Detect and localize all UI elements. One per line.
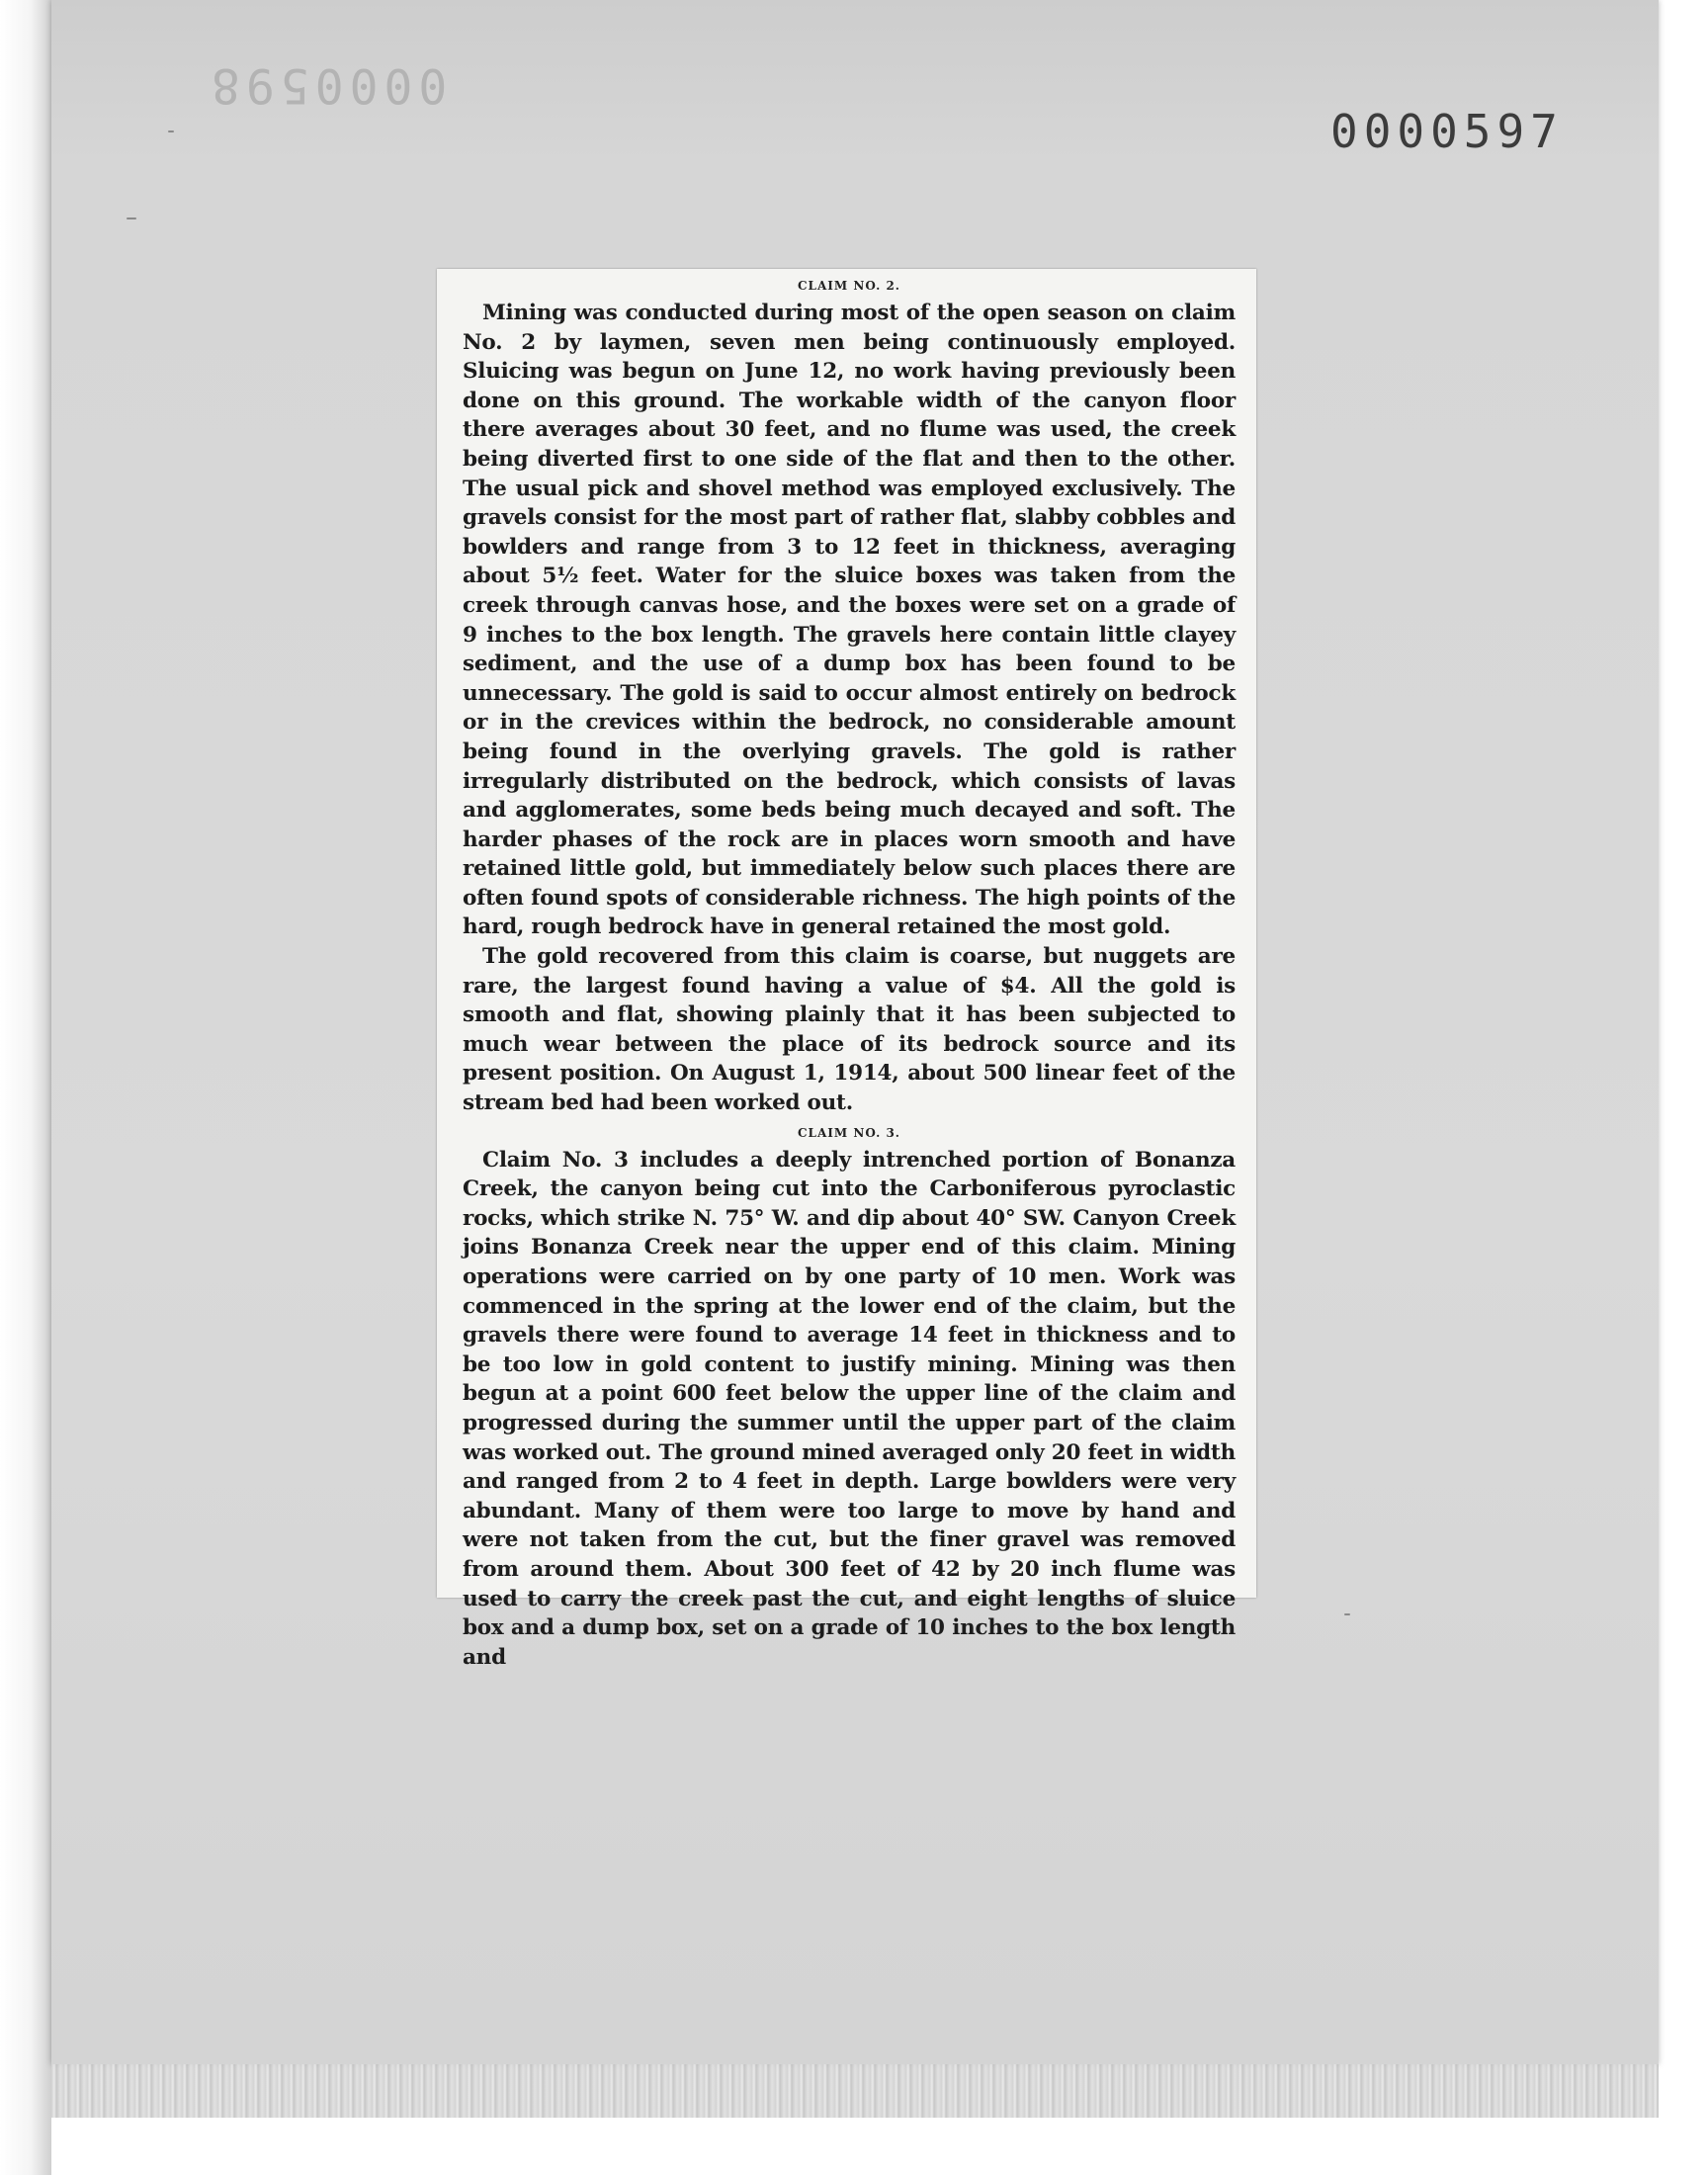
page-stamp-number: 0000597 xyxy=(1330,105,1564,158)
scan-bottom-strip xyxy=(51,2064,1659,2118)
scan-speck xyxy=(168,130,174,132)
claim-2-paragraph-2: The gold recovered from this claim is coarse, but nuggets are rare, the largest found having a value of $4. All the gold is smooth and flat, showing plainly that it has been subjected to much wear between the place of its bedrock source and its present position. On August 1, 1914, about 500 linear feet of the stream bed had been worked out. xyxy=(463,944,1236,1116)
claim-2-heading: CLAIM NO. 2. xyxy=(798,279,900,293)
clipping-text xyxy=(463,279,1236,1672)
newspaper-clipping xyxy=(437,269,1256,1670)
claim-3-heading: CLAIM NO. 3. xyxy=(798,1125,900,1140)
claim-2-paragraph-1: Mining was conducted during most of the open season on claim No. 2 by laymen, seven men being continuously employed. Sluicing was begun on June 12, no work having previously been done on this ground. The workable width of the canyon floor there averages about 30 feet, and no flume was used, the creek being diverted first to one side of the flat and then to the other. The usual pick and shovel method was employed exclusively. The gravels consist for the most part of rather flat, slabby cobbles and bowlders and range from 3 to 12 feet in thickness, averaging about 5½ feet. Water for the sluice boxes was taken from the creek through canvas hose, and the boxes were set on a grade of 9 inches to the box length. The gravels here contain little clayey sediment, and the use of a dump box has been found to be unnecessary. The gold is said to occur almost entirely on bedrock or in the crevices within the bedrock, no considerable amount being found in the overlying gravels. The gold is rather irregularly distributed on the bedrock, which consists of lavas and agglomerates, some beds being much decayed and soft. The harder phases of the rock are in places worn smooth and have retained little gold, but immediately below such places there are often found spots of considerable richness. The high points of the hard, rough bedrock have in general retained the most gold. xyxy=(463,301,1236,940)
scan-speck xyxy=(1344,1613,1350,1615)
claim-3-paragraph-1: Claim No. 3 includes a deeply intrenched portion of Bonanza Creek, the canyon being cut into the Carboniferous pyroclastic rocks, which strike N. 75° W. and dip about 40° SW. Canyon Creek joins Bonanza Creek near the upper end of this claim. Mining operations were carried on by one party of 10 men. Work was commenced in the spring at the lower end of the claim, but the gravels there were found to average 14 feet in thickness and to be too low in gold content to justify mining. Mining was then begun at a point 600 feet below the upper line of the claim and progressed during the summer until the upper part of the claim was worked out. The ground mined averaged only 20 feet in width and ranged from 2 to 4 feet in depth. Large bowlders were very abundant. Many of them were too large to move by hand and were not taken from the cut, but the finer gravel was removed from around them. About 300 feet of 42 by 20 inch flume was used to carry the creek past the cut, and eight lengths of sluice box and a dump box, set on a grade of 10 inches to the box length and xyxy=(463,1147,1236,1670)
scan-left-margin xyxy=(0,0,51,2175)
scan-speck xyxy=(127,218,136,219)
faded-stamp-number: 0000598 xyxy=(206,57,448,113)
